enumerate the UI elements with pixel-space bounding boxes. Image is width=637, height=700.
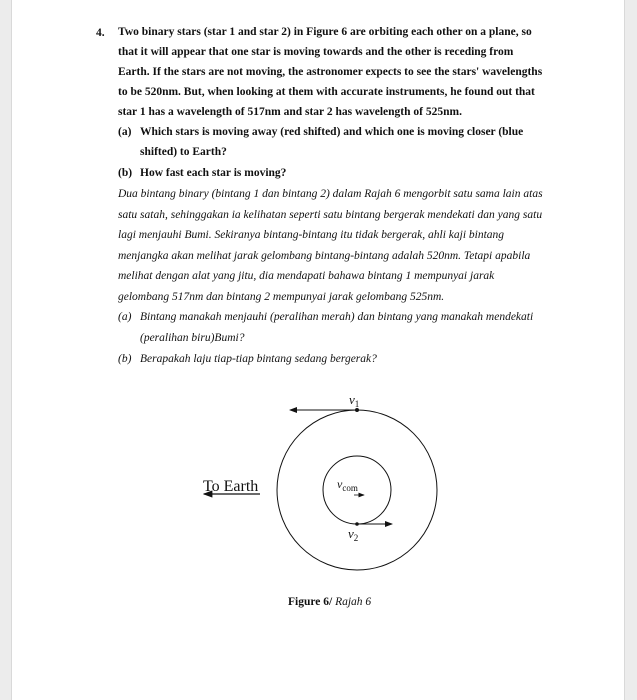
malay-part-a-line-2: (peralihan biru)Bumi? — [140, 332, 245, 344]
star-2 — [355, 522, 359, 526]
question-number: 4. — [96, 27, 105, 39]
malay-part-a-label: (a) — [118, 311, 132, 323]
question-english-text — [118, 22, 568, 122]
binary-star-orbit-diagram — [192, 390, 452, 590]
english-line: Earth. If the stars are not moving, the astronomer expects to see the stars' wavelengths — [118, 66, 543, 78]
malay-part-a-line-1: Bintang manakah menjauhi (peralihan merah) dan bintang yang manakah mendekati — [140, 311, 534, 323]
malay-line: Dua bintang binary (bintang 1 dan bintang 2) dalam Rajah 6 mengorbit satu sama lain atas — [118, 188, 543, 200]
v2-label: $v_2$ — [348, 526, 359, 543]
malay-line: melihat dengan alat yang jitu, dia mendapati bahawa bintang 1 mempunyai jarak — [118, 270, 495, 282]
malay-line: menjangka akan melihat jarak gelombang bintang-bintang adalah 520nm. Tetapi apabila — [118, 249, 531, 262]
malay-line: lagi menjauhi Bumi. Sekiranya bintang-bintang itu tidak bergerak, ahli kaji bintang — [118, 229, 505, 241]
question-malay-text — [118, 184, 578, 307]
malay-line: satu satah, sehinggakan ia kelihatan seperti satu bintang bergerak mendekati dan yang satu — [118, 208, 543, 221]
english-line: that it will appear that one star is moving towards and the other is receding from — [118, 46, 514, 58]
part-b-text: How fast each star is moving? — [140, 167, 287, 179]
malay-part-b-label: (b) — [118, 353, 132, 365]
english-line: to be 520nm. But, when looking at them with accurate instruments, he found out that — [118, 86, 535, 98]
part-a-line-2: shifted) to Earth? — [140, 146, 227, 158]
to-earth-label: To Earth — [203, 478, 259, 495]
part-a-line-1: Which stars is moving away (red shifted) and which one is moving closer (blue — [140, 126, 524, 138]
part-a-label: (a) — [118, 126, 132, 138]
malay-part-b-text: Berapakah laju tiap-tiap bintang sedang bergerak? — [140, 353, 377, 365]
v1-label: $v_1$ — [349, 392, 360, 409]
malay-line: gelombang 517nm dan bintang 2 mempunyai jarak gelombang 525nm. — [118, 290, 445, 303]
document-page — [12, 0, 624, 700]
figure-caption — [288, 596, 371, 608]
english-line: Two binary stars (star 1 and star 2) in Figure 6 are orbiting each other on a plane, so — [118, 26, 532, 38]
caption-bold: Figure 6/ — [288, 596, 333, 608]
english-line: star 1 has a wavelength of 517nm and star 2 has wavelength of 525nm. — [118, 106, 462, 118]
part-b-label: (b) — [118, 167, 133, 179]
vcom-label: $v_{com}$ — [337, 477, 358, 493]
caption-italic: Rajah 6 — [332, 596, 372, 608]
